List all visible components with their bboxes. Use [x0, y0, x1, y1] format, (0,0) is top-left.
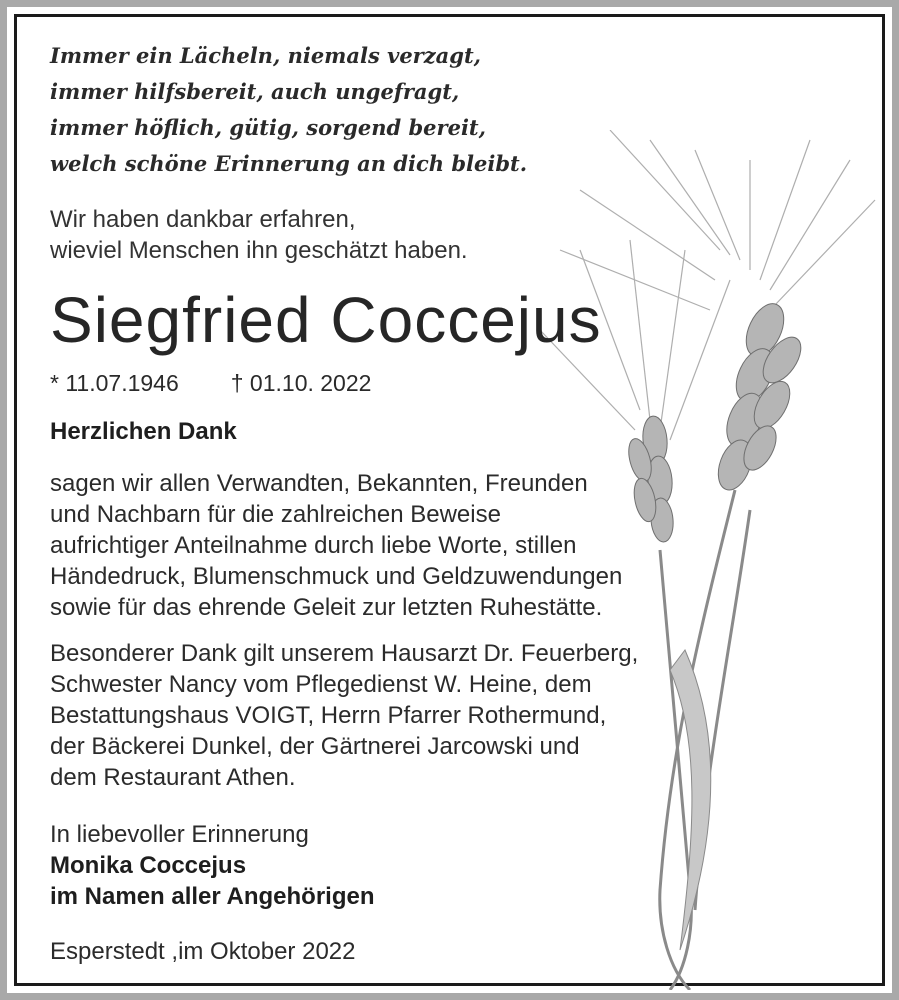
deceased-name: Siegfried Coccejus [50, 284, 602, 356]
place-date: Esperstedt ,im Oktober 2022 [50, 938, 356, 965]
death-date: † 01.10. 2022 [230, 370, 372, 396]
paragraph-line: aufrichtiger Anteilnahme durch liebe Worte, stillen [50, 532, 577, 559]
closing-line: In liebevoller Erinnerung [50, 821, 309, 848]
poem-line: immer höflich, gütig, sorgend bereit, [50, 115, 486, 140]
thanks-heading: Herzlichen Dank [50, 418, 237, 445]
poem [50, 38, 870, 182]
signer-note: im Namen aller Angehörigen [50, 883, 375, 910]
closing-block [50, 819, 870, 912]
paragraph-line: Schwester Nancy vom Pflegedienst W. Heine, dem [50, 671, 592, 698]
birth-date: * 11.07.1946 [50, 370, 179, 396]
poem-line: immer hilfsbereit, auch ungefragt, [50, 79, 460, 104]
paragraph-line: dem Restaurant Athen. [50, 764, 296, 791]
paragraph-line: Bestattungshaus VOIGT, Herrn Pfarrer Rothermund, [50, 702, 607, 729]
intro-line: Wir haben dankbar erfahren, [50, 206, 356, 233]
paragraph-line: und Nachbarn für die zahlreichen Beweise [50, 501, 501, 528]
paragraph-line: Besonderer Dank gilt unserem Hausarzt Dr. Feuerberg, [50, 640, 639, 667]
paragraph-line: sowie für das ehrende Geleit zur letzten Ruhestätte. [50, 594, 603, 621]
thanks-paragraph [50, 468, 870, 623]
intro-text [50, 204, 870, 266]
paragraph-line: sagen wir allen Verwandten, Bekannten, Freunden [50, 470, 588, 497]
life-dates [50, 368, 870, 398]
paragraph-line: Händedruck, Blumenschmuck und Geldzuwendungen [50, 563, 623, 590]
signer-name: Monika Coccejus [50, 852, 247, 879]
poem-line: welch schöne Erinnerung an dich bleibt. [50, 151, 528, 176]
paragraph-line: der Bäckerei Dunkel, der Gärtnerei Jarcowski und [50, 733, 580, 760]
special-thanks-paragraph [50, 638, 870, 793]
notice-content [50, 38, 870, 967]
poem-line: Immer ein Lächeln, niemals verzagt, [50, 43, 481, 68]
intro-line: wieviel Menschen ihn geschätzt haben. [50, 237, 468, 264]
